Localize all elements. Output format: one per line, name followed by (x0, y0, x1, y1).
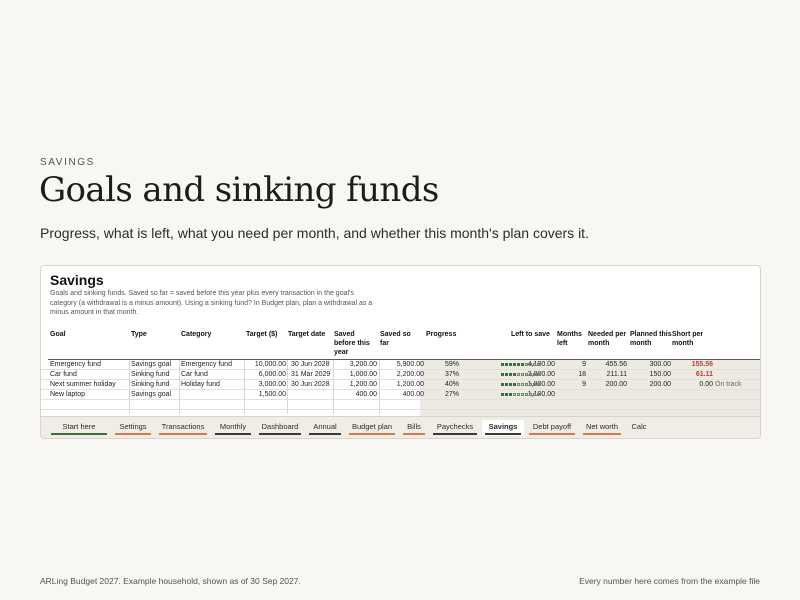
tab-debt-payoff[interactable] (526, 420, 578, 436)
progress-bar (501, 373, 541, 377)
tab-label: Net worth (585, 422, 619, 431)
progress-segment (513, 363, 516, 366)
tab-dashboard[interactable] (256, 420, 304, 436)
col-header-saved-so-far[interactable]: Saved so far (380, 331, 411, 347)
cell-planned: 300.00 (649, 361, 671, 368)
footer-source: Every number here comes from the example file (579, 576, 760, 586)
tab-color-underline (485, 433, 521, 435)
cell-left-to-save: 1,800.00 (527, 381, 555, 388)
col-header-planned[interactable]: Planned this month (630, 331, 672, 347)
col-header-goal[interactable]: Goal (50, 331, 66, 338)
progress-bar (501, 363, 541, 367)
tab-color-underline (309, 433, 341, 435)
cell-goal[interactable]: Next summer holiday (50, 381, 116, 388)
progress-segment (537, 393, 540, 396)
cell-saved-before[interactable]: 1,000.00 (349, 371, 377, 378)
cell-months-left: 9 (582, 361, 586, 368)
progress-segment (513, 383, 516, 386)
tab-color-underline (349, 433, 395, 435)
cell-type[interactable]: Savings goal (131, 391, 172, 398)
grid-line (287, 360, 288, 414)
cell-left-to-save: 3,800.00 (527, 371, 555, 378)
tab-label: Settings (119, 422, 147, 431)
progress-segment (521, 393, 524, 396)
table-row[interactable] (41, 370, 760, 380)
progress-segment (509, 393, 512, 396)
tab-label: Budget plan (351, 422, 393, 431)
tab-color-underline (529, 433, 575, 435)
tab-label: Paychecks (436, 422, 474, 431)
cell-goal[interactable]: New laptop (50, 391, 86, 398)
progress-segment (521, 383, 524, 386)
progress-segment (517, 363, 520, 366)
cell-planned: 200.00 (649, 381, 671, 388)
progress-segment (529, 373, 532, 376)
grid-line (379, 360, 380, 414)
tab-color-underline (583, 433, 621, 435)
cell-needed: 455.56 (605, 361, 627, 368)
tab-budget-plan[interactable] (346, 420, 398, 436)
progress-segment (505, 373, 508, 376)
progress-segment (517, 373, 520, 376)
tab-label: Debt payoff (532, 422, 572, 431)
table-row[interactable] (41, 360, 760, 370)
tab-color-underline (259, 433, 301, 435)
cell-target[interactable]: 3,000.00 (258, 381, 286, 388)
col-header-needed[interactable]: Needed per month (588, 331, 627, 347)
savings-spreadsheet (40, 265, 761, 439)
cell-target[interactable]: 6,000.00 (258, 371, 286, 378)
cell-goal[interactable]: Emergency fund (50, 361, 101, 368)
cell-saved-before[interactable]: 400.00 (355, 391, 377, 398)
progress-segment (505, 393, 508, 396)
progress-segment (501, 393, 504, 396)
progress-segment (513, 393, 516, 396)
page-subtitle: Progress, what is left, what you need per month, and whether this month's plan covers it. (40, 225, 589, 241)
col-header-target[interactable]: Target ($) (246, 331, 278, 338)
tab-color-underline (215, 433, 251, 435)
progress-segment (505, 363, 508, 366)
cell-type[interactable]: Sinking fund (131, 381, 170, 388)
tab-color-underline (115, 433, 151, 435)
progress-segment (525, 383, 528, 386)
cell-saved-so-far[interactable]: 1,200.00 (396, 381, 424, 388)
cell-note: On track (715, 381, 742, 388)
cell-short: 155.56 (691, 361, 713, 368)
cell-progress-pct: 59% (444, 361, 459, 368)
computed-cell-shade (420, 400, 760, 409)
progress-segment (509, 363, 512, 366)
progress-segment (525, 393, 528, 396)
cell-needed: 200.00 (605, 381, 627, 388)
grid-line (129, 360, 130, 414)
cell-type[interactable]: Savings goal (131, 361, 172, 368)
cell-progress-pct: 37% (444, 371, 459, 378)
cell-progress-pct: 27% (444, 391, 459, 398)
progress-bar (501, 383, 541, 387)
grid-line (244, 360, 245, 414)
progress-segment (509, 383, 512, 386)
cell-saved-so-far[interactable]: 5,900.00 (396, 361, 424, 368)
tab-label: Dashboard (261, 422, 299, 431)
table-row[interactable] (41, 380, 760, 390)
progress-segment (533, 393, 536, 396)
table-row[interactable] (41, 400, 760, 410)
tab-annual[interactable] (306, 420, 344, 436)
tab-start-here[interactable] (48, 420, 110, 436)
tab-bills[interactable] (400, 420, 428, 436)
progress-segment (505, 383, 508, 386)
tab-calc[interactable] (626, 420, 652, 436)
col-header-short[interactable]: Short per month (672, 331, 704, 347)
cell-saved-before[interactable]: 3,200.00 (349, 361, 377, 368)
cell-saved-so-far[interactable]: 2,200.00 (396, 371, 424, 378)
progress-segment (517, 393, 520, 396)
cell-months-left: 18 (578, 371, 586, 378)
cell-short: 61.11 (695, 371, 713, 378)
progress-segment (533, 383, 536, 386)
tab-transactions[interactable] (156, 420, 210, 436)
col-header-left-to-save[interactable]: Left to save (511, 331, 550, 338)
tab-label: Start here (62, 422, 96, 431)
cell-needed: 211.11 (606, 371, 627, 378)
sheet-note: Goals and sinking funds. Saved so far = saved before this year plus every transaction in the goal's category (a withdrawal is a minus amount). Using a sinking fund? In Budget plan, plan a withdrawal as a minus amount in that month. (50, 290, 373, 316)
tab-label: Annual (313, 422, 337, 431)
tab-color-underline (51, 433, 107, 435)
tab-label: Monthly (219, 422, 247, 431)
progress-segment (537, 363, 540, 366)
tab-color-underline (403, 433, 425, 435)
col-header-months-left[interactable]: Months left (557, 331, 582, 347)
cell-target[interactable]: 1,500.00 (258, 391, 286, 398)
cell-left-to-save: 4,100.00 (527, 361, 555, 368)
cell-months-left: 9 (582, 381, 586, 388)
tab-label: Bills (407, 422, 421, 431)
cell-target-date[interactable]: 30 Jun 2028 (291, 361, 330, 368)
progress-segment (509, 373, 512, 376)
grid-line (179, 360, 180, 414)
tab-monthly[interactable] (212, 420, 254, 436)
computed-cell-shade (420, 390, 760, 399)
cell-progress-pct: 40% (444, 381, 459, 388)
progress-segment (529, 363, 532, 366)
progress-bar (501, 393, 541, 397)
col-header-progress[interactable]: Progress (426, 331, 457, 338)
progress-segment (533, 373, 536, 376)
progress-segment (525, 373, 528, 376)
cell-category[interactable]: Car fund (181, 371, 208, 378)
grid-line (333, 360, 334, 414)
sheet-title: Savings (50, 272, 104, 288)
col-header-category[interactable]: Category (181, 331, 212, 338)
page-title: Goals and sinking funds (39, 170, 439, 210)
progress-segment (521, 363, 524, 366)
goals-table-body (41, 360, 760, 420)
progress-segment (517, 383, 520, 386)
cell-left-to-save: 1,100.00 (527, 391, 555, 398)
cell-target[interactable]: 10,000.00 (254, 361, 286, 368)
cell-saved-before[interactable]: 1,200.00 (349, 381, 377, 388)
progress-segment (501, 383, 504, 386)
section-eyebrow: SAVINGS (40, 157, 95, 168)
cell-saved-so-far[interactable]: 400.00 (402, 391, 424, 398)
tab-label: Transactions (161, 422, 205, 431)
cell-target-date[interactable]: 31 Mar 2029 (291, 371, 331, 378)
progress-segment (525, 363, 528, 366)
sheet-tab-bar (41, 416, 760, 439)
tab-color-underline (433, 433, 477, 435)
col-header-type[interactable]: Type (131, 331, 147, 338)
tab-settings[interactable] (112, 420, 154, 436)
progress-segment (529, 383, 532, 386)
tab-color-underline (159, 433, 207, 435)
tab-net-worth[interactable] (580, 420, 624, 436)
tab-label: Savings (488, 422, 518, 431)
progress-segment (513, 373, 516, 376)
col-header-target-date[interactable]: Target date (288, 331, 326, 338)
progress-segment (501, 373, 504, 376)
tab-paychecks[interactable] (430, 420, 480, 436)
footer-note: ARLing Budget 2027. Example household, shown as of 30 Sep 2027. (40, 576, 301, 586)
cell-category[interactable]: Emergency fund (181, 361, 232, 368)
cell-type[interactable]: Sinking fund (131, 371, 170, 378)
cell-goal[interactable]: Car fund (50, 371, 77, 378)
progress-segment (501, 363, 504, 366)
progress-segment (521, 373, 524, 376)
col-header-saved-before[interactable]: Saved before this year (334, 331, 370, 356)
progress-segment (533, 363, 536, 366)
tab-savings[interactable] (482, 420, 524, 436)
tab-label: Calc (631, 422, 647, 431)
cell-planned: 150.00 (649, 371, 671, 378)
cell-target-date[interactable]: 30 Jun 2028 (291, 381, 330, 388)
cell-category[interactable]: Holiday fund (181, 381, 220, 388)
progress-segment (537, 373, 540, 376)
progress-segment (529, 393, 532, 396)
progress-segment (537, 383, 540, 386)
table-row[interactable] (41, 390, 760, 400)
cell-short: 0.00 (699, 381, 713, 388)
